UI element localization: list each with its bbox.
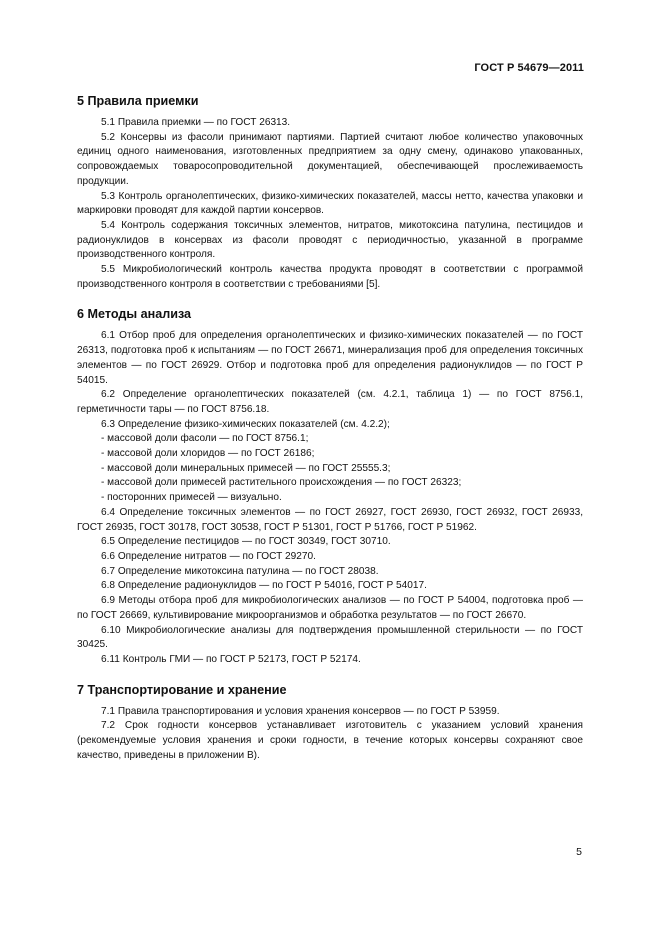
paragraph: 5.2 Консервы из фасоли принимают партиями. Партией считают любое количество упаковочных единиц одного наименования, изготовленных предприятием за одну смену, одинаково упакованных, сопровождаемых товаросопроводительной документацией, обеспечивающей прослеживаемость продукции. bbox=[77, 131, 583, 187]
paragraph: 6.10 Микробиологические анализы для подтверждения промышленной стерильности — по ГОСТ 30425. bbox=[77, 624, 583, 651]
list-item: - массовой доли минеральных примесей — по ГОСТ 25555.3; bbox=[101, 462, 391, 474]
standard-code: ГОСТ Р 54679—2011 bbox=[474, 62, 584, 74]
paragraph: 6.2 Определение органолептических показателей (см. 4.2.1, таблица 1) — по ГОСТ 8756.1, герметичности тары — по ГОСТ 8756.18. bbox=[77, 389, 583, 415]
section-transport-storage bbox=[77, 682, 583, 764]
page-number: 5 bbox=[576, 846, 582, 858]
list-item: - массовой доли фасоли — по ГОСТ 8756.1; bbox=[101, 433, 309, 445]
section-acceptance-rules bbox=[77, 93, 583, 292]
section-title: 6 Методы анализа bbox=[77, 307, 192, 322]
paragraph: 5.1 Правила приемки — по ГОСТ 26313. bbox=[101, 117, 291, 128]
paragraph: 7.1 Правила транспортирования и условия хранения консервов — по ГОСТ Р 53959. bbox=[101, 705, 500, 717]
paragraph: 5.4 Контроль содержания токсичных элементов, нитратов, микотоксина патулина, пестицидов и радионуклидов в консервах из фасоли проводят с периодичностью, указанной в программе производственного контроля. bbox=[77, 219, 583, 261]
paragraph: 5.5 Микробиологический контроль качества продукта проводят в соответствии с программой производственного контроля в соответствии с требованиями [5]. bbox=[77, 264, 583, 290]
list-item: - массовой доли примесей растительного происхождения — по ГОСТ 26323; bbox=[101, 477, 462, 489]
section-title: 5 Правила приемки bbox=[77, 94, 199, 108]
section-analysis-methods bbox=[77, 306, 583, 667]
paragraph: 6.11 Контроль ГМИ — по ГОСТ Р 52173, ГОСТ Р 52174. bbox=[101, 653, 361, 665]
list-item: - посторонних примесей — визуально. bbox=[101, 492, 282, 504]
paragraph: 7.2 Срок годности консервов устанавливает изготовитель с указанием условий хранения (рекомендуемые условия хранения и сроки годности, в течение которых консервы сохраняют свое качество, приведены в приложении В). bbox=[77, 720, 583, 761]
paragraph: 6.9 Методы отбора проб для микробиологических анализов — по ГОСТ Р 54004, подготовка проб — по ГОСТ 26669, культивирование микроорганизмов и обработка результатов — по ГОСТ 26670. bbox=[77, 595, 583, 621]
paragraph: 6.8 Определение радионуклидов — по ГОСТ Р 54016, ГОСТ Р 54017. bbox=[101, 580, 427, 592]
section-title: 7 Транспортирование и хранение bbox=[77, 682, 287, 697]
paragraph: 6.7 Определение микотоксина патулина — по ГОСТ 28038. bbox=[101, 565, 379, 577]
paragraph: 6.1 Отбор проб для определения органолептических и физико-химических показателей — по ГОСТ 26313, подготовка проб к испытаниям — по ГОСТ 26671, минерализация проб для определения токсичных элементов — по ГОСТ 26929. Отбор и подготовка проб для определения радионуклидов — по ГОСТ Р 54015. bbox=[77, 330, 583, 386]
list-item: - массовой доли хлоридов — по ГОСТ 26186; bbox=[101, 448, 315, 460]
paragraph: 6.3 Определение физико-химических показателей (см. 4.2.2); bbox=[101, 418, 390, 430]
document-body bbox=[77, 93, 583, 763]
paragraph: 6.5 Определение пестицидов — по ГОСТ 30349, ГОСТ 30710. bbox=[101, 536, 391, 548]
paragraph: 6.4 Определение токсичных элементов — по ГОСТ 26927, ГОСТ 26930, ГОСТ 26932, ГОСТ 26933, ГОСТ 26935, ГОСТ 30178, ГОСТ 30538, ГОСТ Р 51301, ГОСТ Р 51766, ГОСТ Р 51962. bbox=[77, 506, 583, 533]
paragraph: 6.6 Определение нитратов — по ГОСТ 29270. bbox=[101, 550, 316, 562]
paragraph: 5.3 Контроль органолептических, физико-химических показателей, массы нетто, качества упаковки и маркировки проводят для каждой партии консервов. bbox=[77, 190, 583, 217]
